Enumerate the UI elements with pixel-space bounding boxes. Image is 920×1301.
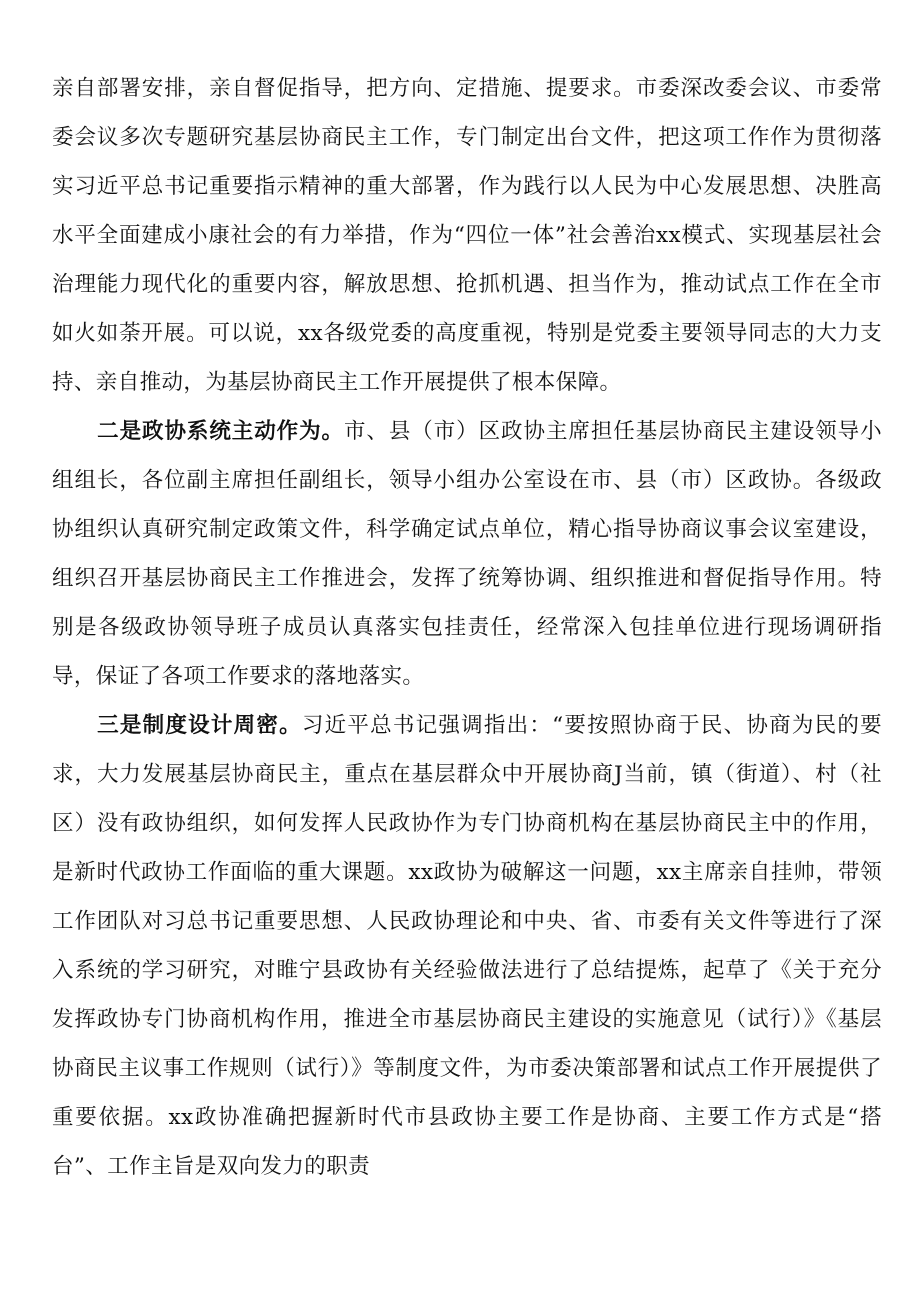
paragraph-3-heading: 三是制度设计周密。	[97, 713, 302, 738]
document-body	[52, 64, 882, 1191]
paragraph-3-text: 习近平总书记强调指出：“要按照协商于民、协商为民的要求，大力发展基层协商民主，重点在基层群众中开展协商J当前，镇（街道）、村（社区）没有政协组织，如何发挥人民政协作为专门协商机构在基层协商民主中的作用，是新时代政协工作面临的重大课题。xx政协为破解这一问题，xx主席亲自挂帅，带领工作团队对习总书记重要思想、人民政协理论和中央、省、市委有关文件等进行了深入系统的学习研究，对睢宁县政协有关经验做法进行了总结提炼，起草了《关于充分发挥政协专门协商机构作用，推进全市基层协商民主建设的实施意见（试行）》《基层协商民主议事工作规则（试行）》等制度文件，为市委决策部署和试点工作开展提供了重要依据。xx政协准确把握新时代市县政协主要工作是协商、主要工作方式是“搭台”、工作主旨是双向发力的职责	[52, 713, 882, 1179]
paragraph-1-text: 亲自部署安排，亲自督促指导，把方向、定措施、提要求。市委深改委会议、市委常委会议多次专题研究基层协商民主工作，专门制定出台文件，把这项工作作为贯彻落实习近平总书记重要指示精神的重大部署，作为践行以人民为中心发展思想、决胜高水平全面建成小康社会的有力举措，作为“四位一体”社会善治xx模式、实现基层社会治理能力现代化的重要内容，解放思想、抢抓机遇、担当作为，推动试点工作在全市如火如荼开展。可以说，xx各级党委的高度重视，特别是党委主要领导同志的大力支持、亲自推动，为基层协商民主工作开展提供了根本保障。	[52, 76, 882, 395]
paragraph-2-heading: 二是政协系统主动作为。	[97, 419, 344, 444]
paragraph-2	[52, 407, 882, 701]
paragraph-2-text: 市、县（市）区政协主席担任基层协商民主建设领导小组组长，各位副主席担任副组长，领导小组办公室设在市、县（市）区政协。各级政协组织认真研究制定政策文件，科学确定试点单位，精心指导协商议事会议室建设，组织召开基层协商民主工作推进会，发挥了统筹协调、组织推进和督促指导作用。特别是各级政协领导班子成员认真落实包挂责任，经常深入包挂单位进行现场调研指导，保证了各项工作要求的落地落实。	[52, 419, 882, 689]
paragraph-3	[52, 701, 882, 1191]
paragraph-1	[52, 64, 882, 407]
